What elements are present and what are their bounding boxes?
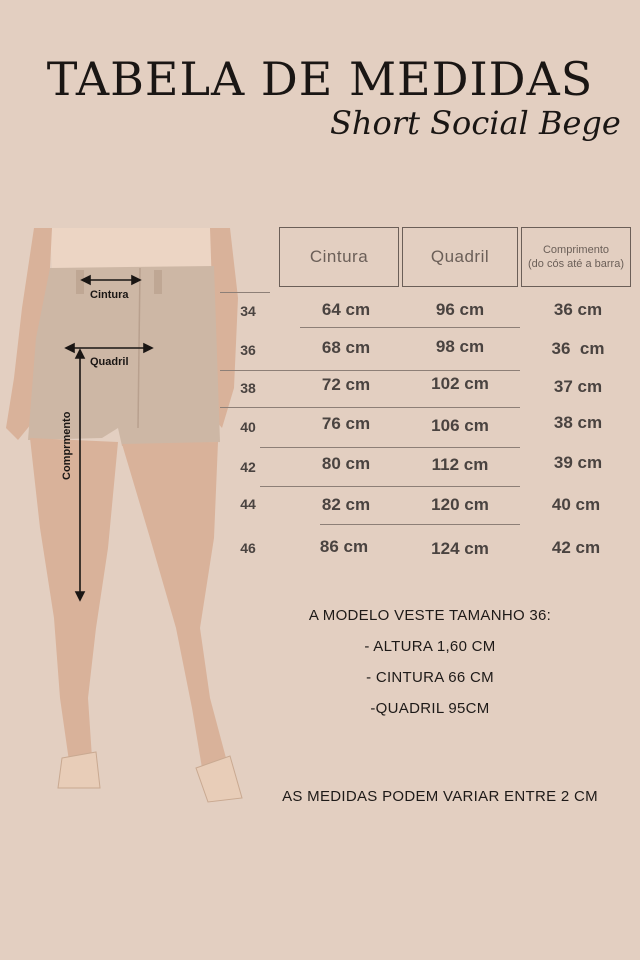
table-cell-length: 38 cm [553, 413, 603, 432]
size-label: 36 [240, 342, 256, 358]
table-rule [260, 447, 520, 448]
hip-label: Quadril [90, 356, 129, 368]
model-illustration [0, 228, 260, 818]
column-header-length-label: Comprimento [542, 244, 610, 256]
table-cell-waist: 64 cm [321, 300, 371, 319]
table-rule [260, 486, 520, 487]
size-label: 46 [240, 540, 256, 556]
model-top [50, 228, 214, 272]
table-cell-length: 40 cm [551, 495, 601, 514]
model-info-line: -QUADRIL 95CM [370, 700, 490, 717]
table-rule [220, 407, 520, 408]
length-label: Comprmento [61, 411, 73, 480]
waist-label: Cintura [90, 289, 129, 301]
page-title: TABELA DE MEDIDAS [46, 52, 594, 106]
table-cell-waist: 86 cm [319, 537, 369, 556]
model-left-sandal [58, 752, 100, 788]
size-label: 34 [240, 303, 256, 319]
model-info-line: A MODELO VESTE TAMANHO 36: [308, 607, 552, 624]
column-header-hip [402, 227, 518, 287]
table-cell-hip: 106 cm [431, 416, 489, 435]
table-cell-hip: 120 cm [431, 495, 489, 514]
table-cell-length: 36 cm [553, 300, 603, 319]
table-cell-length: 39 cm [553, 453, 603, 472]
page-subtitle: Short Social Bege [330, 104, 621, 142]
column-header-hip-label: Quadril [430, 247, 490, 266]
table-cell-length: 42 cm [551, 538, 601, 557]
measurement-note: AS MEDIDAS PODEM VARIAR ENTRE 2 CM [282, 788, 598, 805]
table-cell-length: 36 cm [551, 339, 605, 358]
column-header-length [521, 227, 631, 287]
model-left-leg [30, 438, 118, 768]
column-header-waist-label: Cintura [309, 247, 369, 266]
table-cell-hip: 96 cm [435, 300, 485, 319]
column-header-length-sublabel: (do cós até a barra) [528, 258, 624, 270]
table-cell-hip: 98 cm [435, 337, 485, 356]
size-label: 38 [240, 380, 256, 396]
table-cell-waist: 80 cm [321, 454, 371, 473]
size-label: 44 [240, 496, 256, 512]
table-cell-waist: 72 cm [321, 375, 371, 394]
table-cell-waist: 82 cm [321, 495, 371, 514]
model-info-line: - CINTURA 66 CM [366, 669, 494, 686]
model-info [300, 600, 560, 724]
table-rule [320, 524, 520, 525]
size-label: 42 [240, 459, 256, 475]
table-cell-hip: 102 cm [431, 374, 489, 393]
table-cell-hip: 124 cm [431, 539, 489, 558]
table-cell-waist: 68 cm [321, 338, 371, 357]
table-cell-waist: 76 cm [321, 414, 371, 433]
table-rule [300, 327, 520, 328]
model-right-leg [122, 442, 226, 780]
table-cell-length: 37 cm [553, 377, 603, 396]
size-label: 40 [240, 419, 256, 435]
model-info-line: - ALTURA 1,60 CM [364, 638, 496, 655]
table-rule [220, 292, 270, 293]
table-rule [220, 370, 520, 371]
column-header-waist [279, 227, 399, 287]
table-cell-hip: 112 cm [431, 455, 489, 474]
